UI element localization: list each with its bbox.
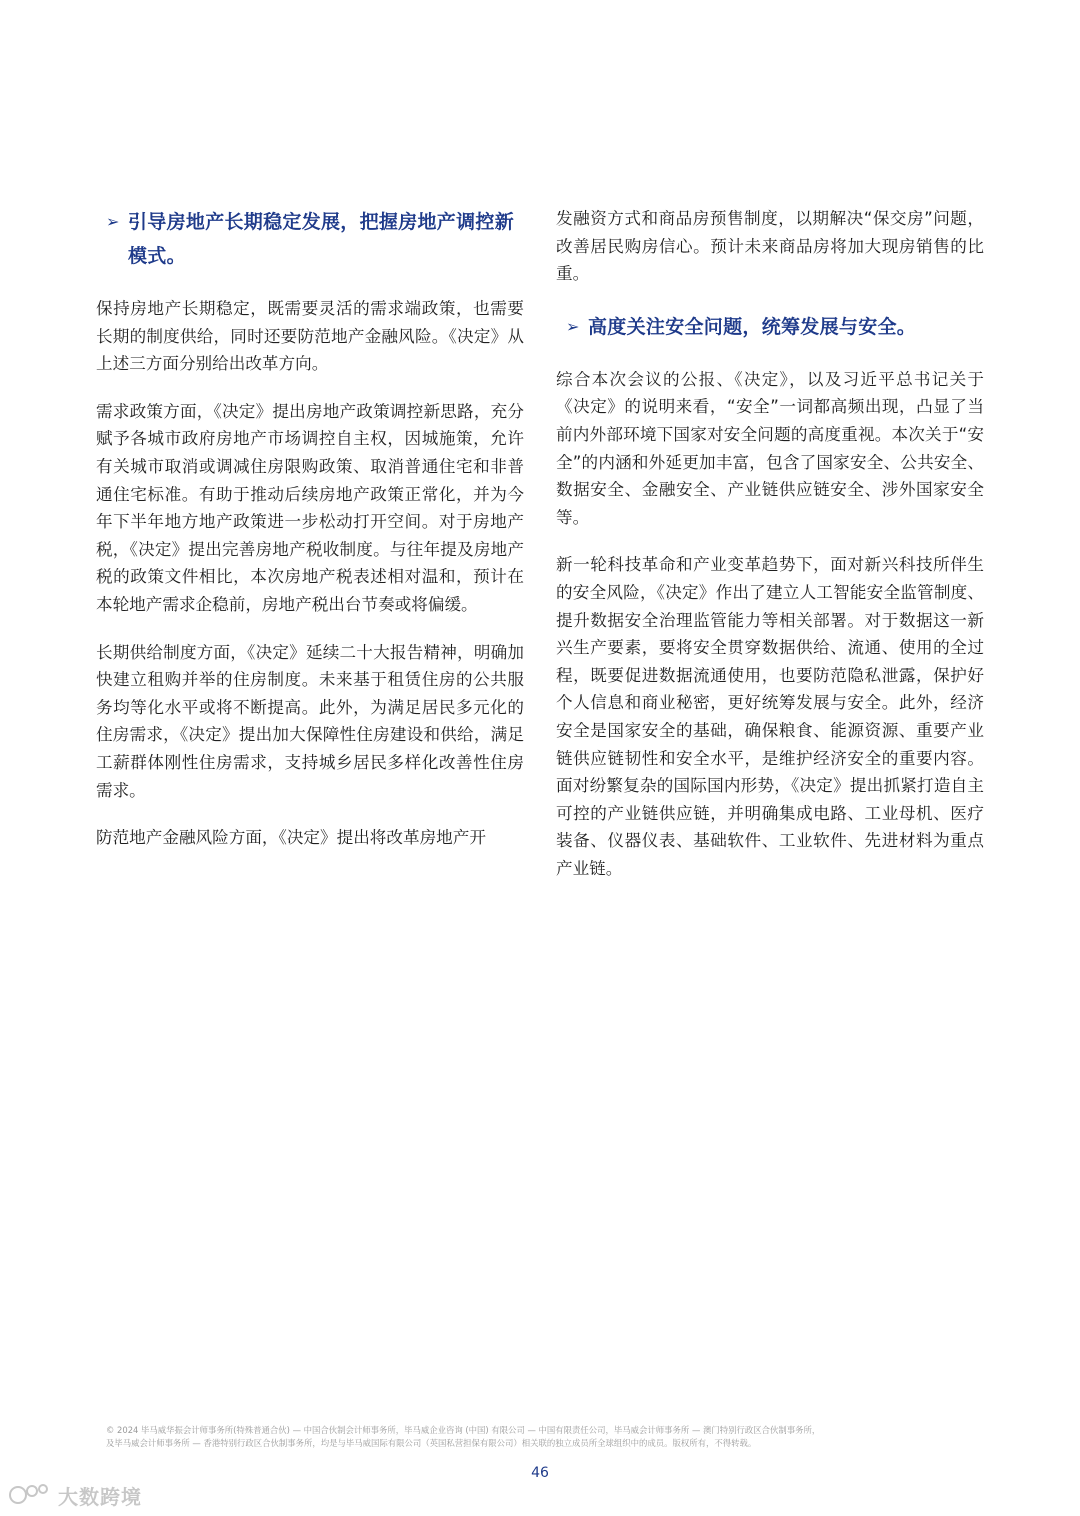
heading-text: 高度关注安全问题，统筹发展与安全。 [588, 315, 917, 338]
paragraph: 新一轮科技革命和产业变革趋势下，面对新兴科技所伴生的安全风险，《决定》作出了建立人工智能安全监管制度、提升数据安全治理监管能力等相关部署。对于数据这一新兴生产要素，要将安全贯穿数据供给、流通、使用的全过程，既要促进数据流通使用，也要防范隐私泄露，保护好个人信息和商业秘密，更好统筹发展与安全。此外，经济安全是国家安全的基础，确保粮食、能源资源、重要产业链供应链韧性和安全水平，是维护经济安全的重要内容。面对纷繁复杂的国际国内形势，《决定》提出抓紧打造自主可控的产业链供应链，并明确集成电路、工业母机、医疗装备、仪器仪表、基础软件、工业软件、先进材料为重点产业链。 [556, 555, 984, 878]
watermark [8, 1480, 142, 1510]
heading-text: 引导房地产长期稳定发展，把握房地产调控新模式。 [128, 211, 515, 267]
arrow-bullet-icon: ➢ [566, 316, 580, 336]
arrow-bullet-icon: ➢ [106, 212, 120, 231]
section-heading-security [556, 310, 984, 344]
watermark-logo-icon [8, 1481, 52, 1509]
footer-legal-notice [106, 1424, 986, 1450]
legal-line: 及毕马威会计师事务所 — 香港特别行政区合伙制事务所，均是与毕马威国际有限公司（英国私营担保有限公司）相关联的独立成员所全球组织中的成员。版权所有，不得转载。 [106, 1438, 757, 1448]
page-number: 46 [531, 1465, 549, 1481]
paragraph: 长期供给制度方面，《决定》延续二十大报告精神，明确加快建立租购并举的住房制度。未来基于租赁住房的公共服务均等化水平或将不断提高。此外，为满足居民多元化的住房需求，《决定》提出加大保障性住房建设和供给，满足工薪群体刚性住房需求，支持城乡居民多样化改善性住房需求。 [96, 642, 524, 800]
section-heading-real-estate [96, 205, 524, 273]
right-column [556, 205, 984, 882]
paragraph: 保持房地产长期稳定，既需要灵活的需求端政策，也需要长期的制度供给，同时还要防范地产金融风险。《决定》从上述三方面分别给出改革方向。 [96, 299, 524, 374]
paragraph: 需求政策方面，《决定》提出房地产政策调控新思路，充分赋予各城市政府房地产市场调控自主权，因城施策，允许有关城市取消或调减住房限购政策、取消普通住宅和非普通住宅标准。有助于推动后续房地产政策正常化，并为今年下半年地方地产政策进一步松动打开空间。对于房地产税，《决定》提出完善房地产税收制度。与往年提及房地产税的政策文件相比，本次房地产税表述相对温和，预计在本轮地产需求企稳前，房地产税出台节奏或将偏缓。 [96, 401, 524, 614]
left-column [96, 205, 524, 852]
paragraph: 综合本次会议的公报、《决定》，以及习近平总书记关于《决定》的说明来看，“安全”一词都高频出现，凸显了当前内外部环境下国家对安全问题的高度重视。本次关于“安全”的内涵和外延更加丰富，包含了国家安全、公共安全、数据安全、金融安全、产业链供应链安全、涉外国家安全等。 [556, 369, 984, 527]
watermark-text: 大数跨境 [58, 1484, 142, 1509]
legal-line: © 2024 毕马威华振会计师事务所(特殊普通合伙) — 中国合伙制会计师事务所，毕马威企业咨询 (中国) 有限公司 — 中国有限责任公司，毕马威会计师事务所 — 澳门特别行政区合伙制事务所， [106, 1425, 821, 1435]
paragraph: 防范地产金融风险方面，《决定》提出将改革房地产开 [96, 828, 486, 848]
paragraph-continued: 发融资方式和商品房预售制度，以期解决“保交房”问题，改善居民购房信心。预计未来商品房将加大现房销售的比重。 [556, 209, 984, 284]
